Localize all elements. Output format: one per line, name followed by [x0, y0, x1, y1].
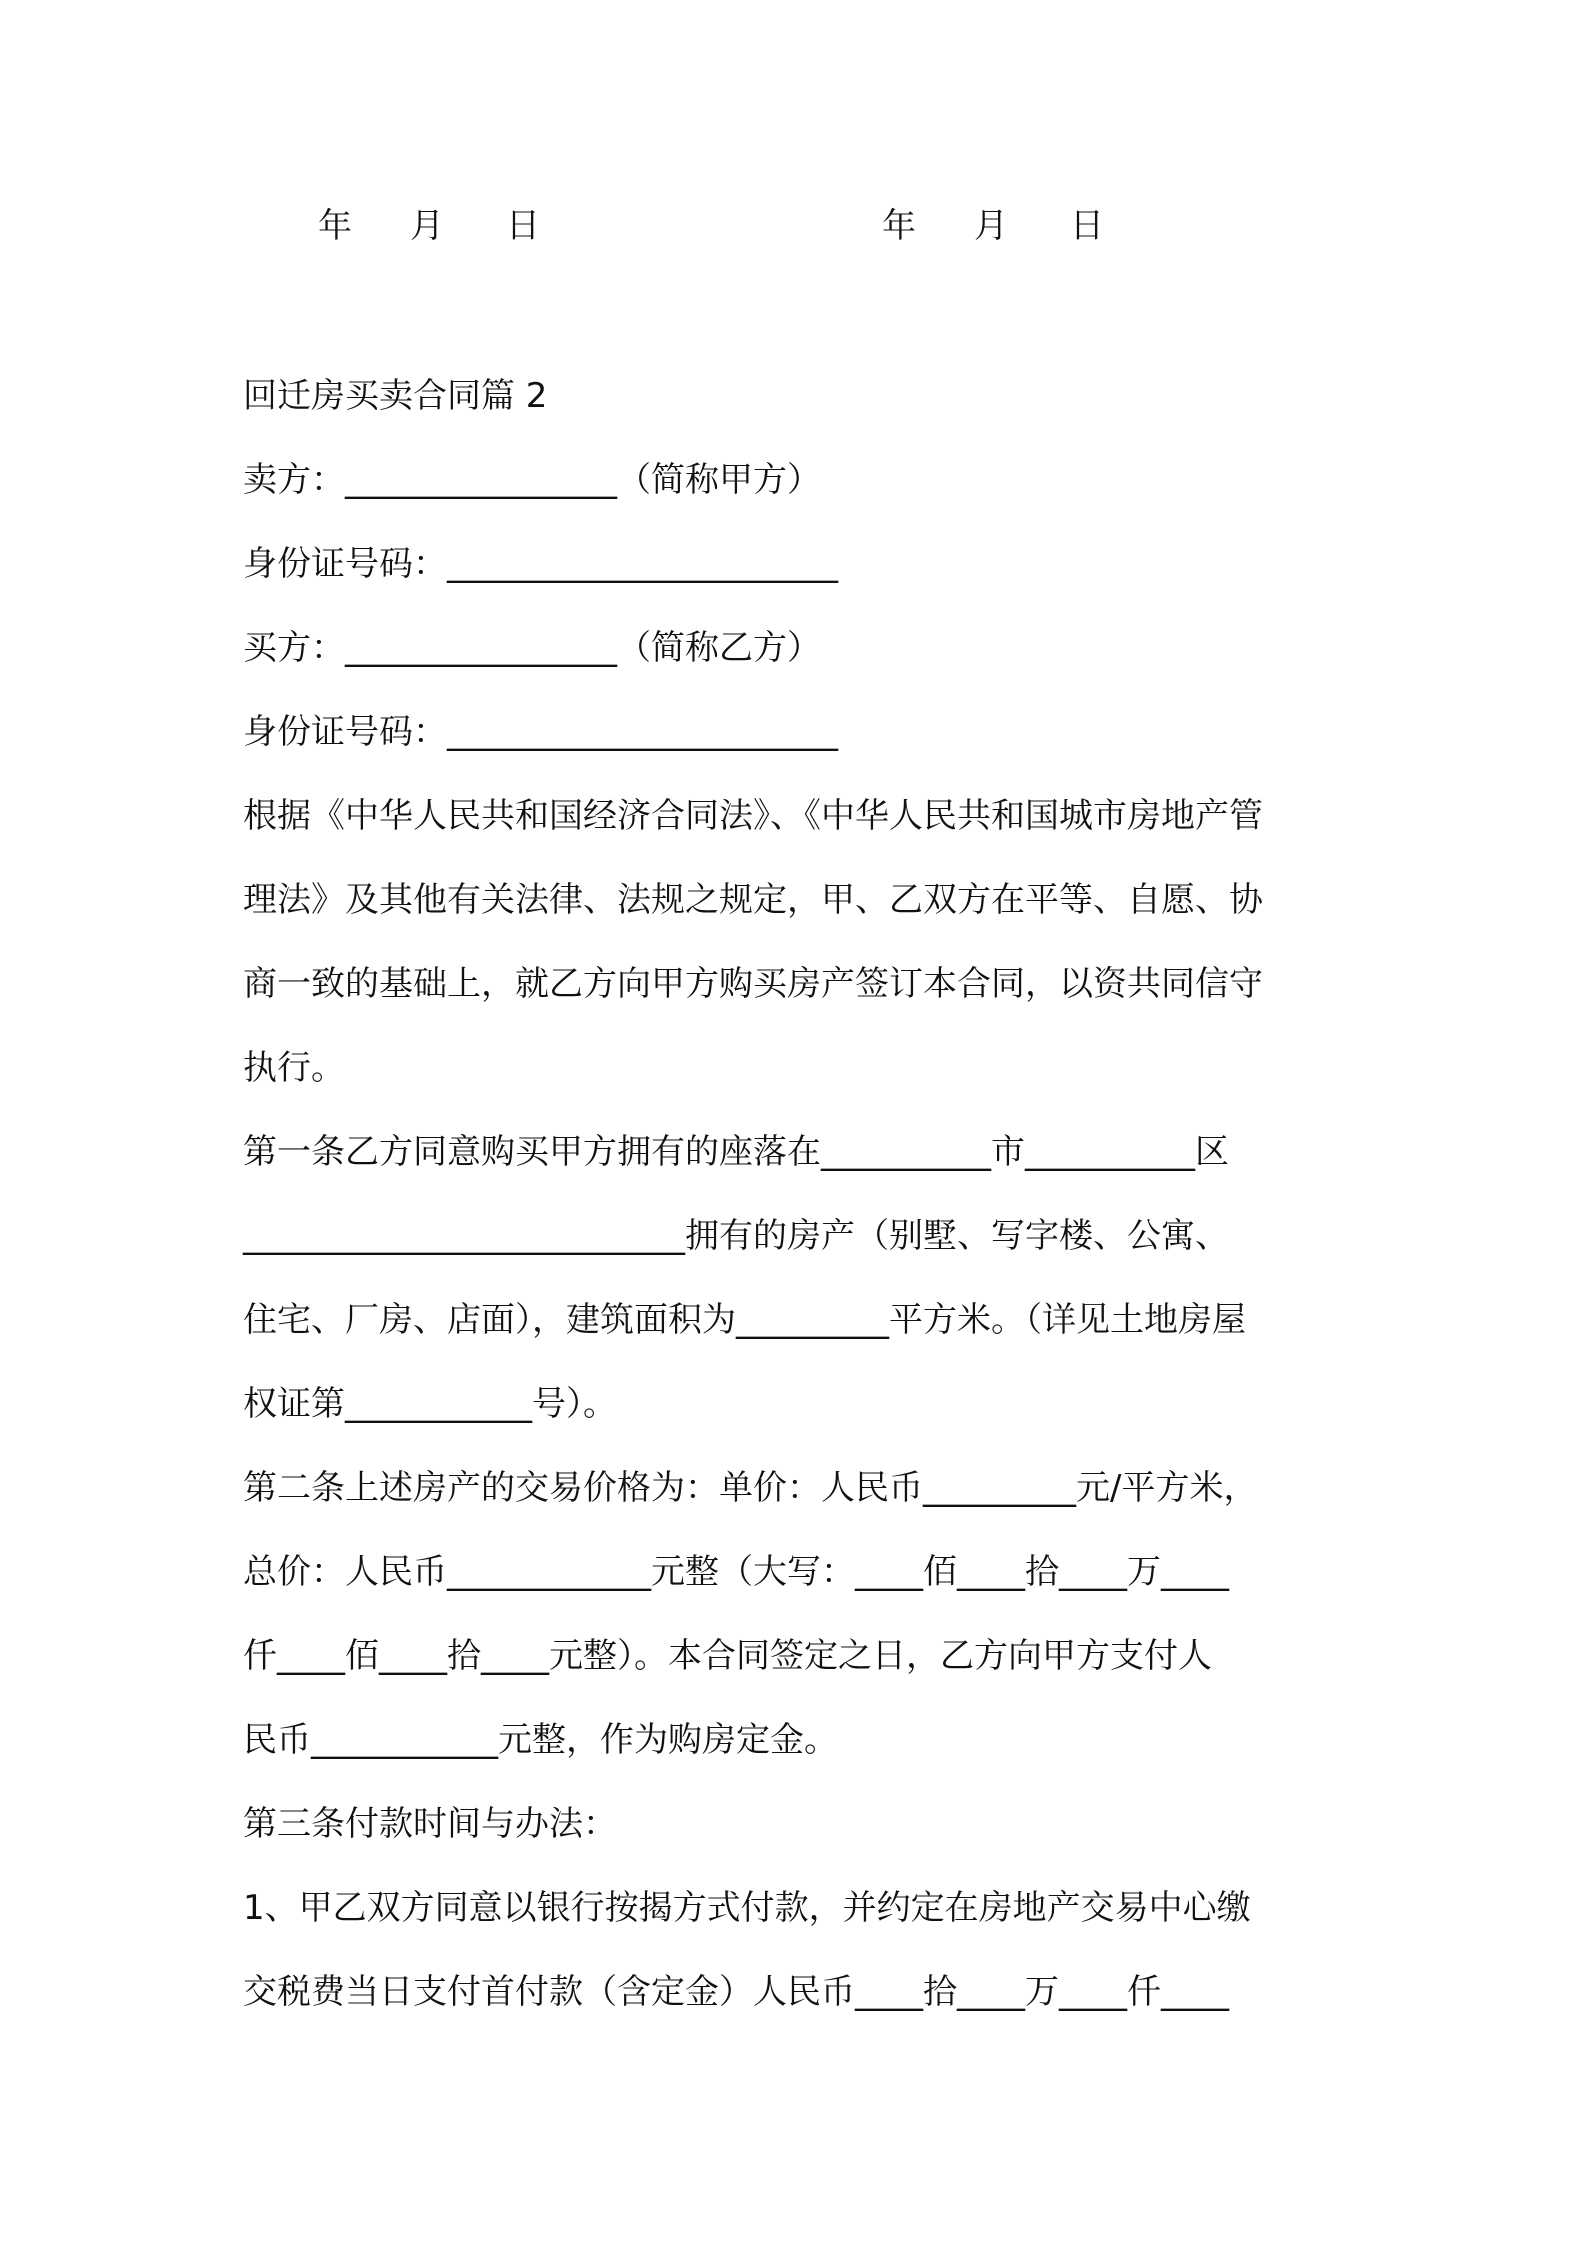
date-day: 日 — [1070, 206, 1104, 246]
seller-id-field: 身份证号码：_______________________ — [243, 544, 838, 584]
date-day: 日 — [506, 206, 540, 246]
preamble-line: 理法》及其他有关法律、法规之规定，甲、乙双方在平等、自愿、协 — [243, 880, 1263, 920]
article-3-line: 1、甲乙双方同意以银行按揭方式付款，并约定在房地产交易中心缴 — [243, 1888, 1251, 1928]
article-3-heading: 第三条付款时间与办法： — [243, 1804, 617, 1844]
buyer-id-field: 身份证号码：_______________________ — [243, 712, 838, 752]
article-1-line: 住宅、厂房、店面），建筑面积为_________平方米。（详见土地房屋 — [243, 1300, 1246, 1340]
date-year: 年 — [882, 206, 916, 246]
preamble-line: 商一致的基础上，就乙方向甲方购买房产签订本合同，以资共同信守 — [243, 964, 1263, 1004]
article-2-line: 第二条上述房产的交易价格为：单价：人民币_________元/平方米， — [243, 1468, 1258, 1508]
buyer-field: 买方：________________（简称乙方） — [243, 628, 821, 668]
article-2-line: 总价：人民币____________元整（大写：____佰____拾____万____ — [243, 1552, 1229, 1592]
preamble-line: 执行。 — [243, 1048, 345, 1088]
preamble-line: 根据《中华人民共和国经济合同法》、《中华人民共和国城市房地产管 — [243, 796, 1263, 836]
article-1-line: 权证第___________号）。 — [243, 1384, 617, 1424]
date-year: 年 — [318, 206, 352, 246]
article-1-line: __________________________拥有的房产（别墅、写字楼、公寓、 — [243, 1216, 1229, 1256]
date-month: 月 — [974, 206, 1008, 246]
date-month: 月 — [410, 206, 444, 246]
article-3-line: 交税费当日支付首付款（含定金）人民币____拾____万____仟____ — [243, 1972, 1229, 2012]
article-2-line: 民币___________元整，作为购房定金。 — [243, 1720, 838, 1760]
document-title: 回迁房买卖合同篇 2 — [243, 376, 548, 416]
article-2-line: 仟____佰____拾____元整）。本合同签定之日，乙方向甲方支付人 — [243, 1636, 1212, 1676]
seller-field: 卖方：________________（简称甲方） — [243, 460, 821, 500]
article-1-line: 第一条乙方同意购买甲方拥有的座落在__________市__________区 — [243, 1132, 1229, 1172]
